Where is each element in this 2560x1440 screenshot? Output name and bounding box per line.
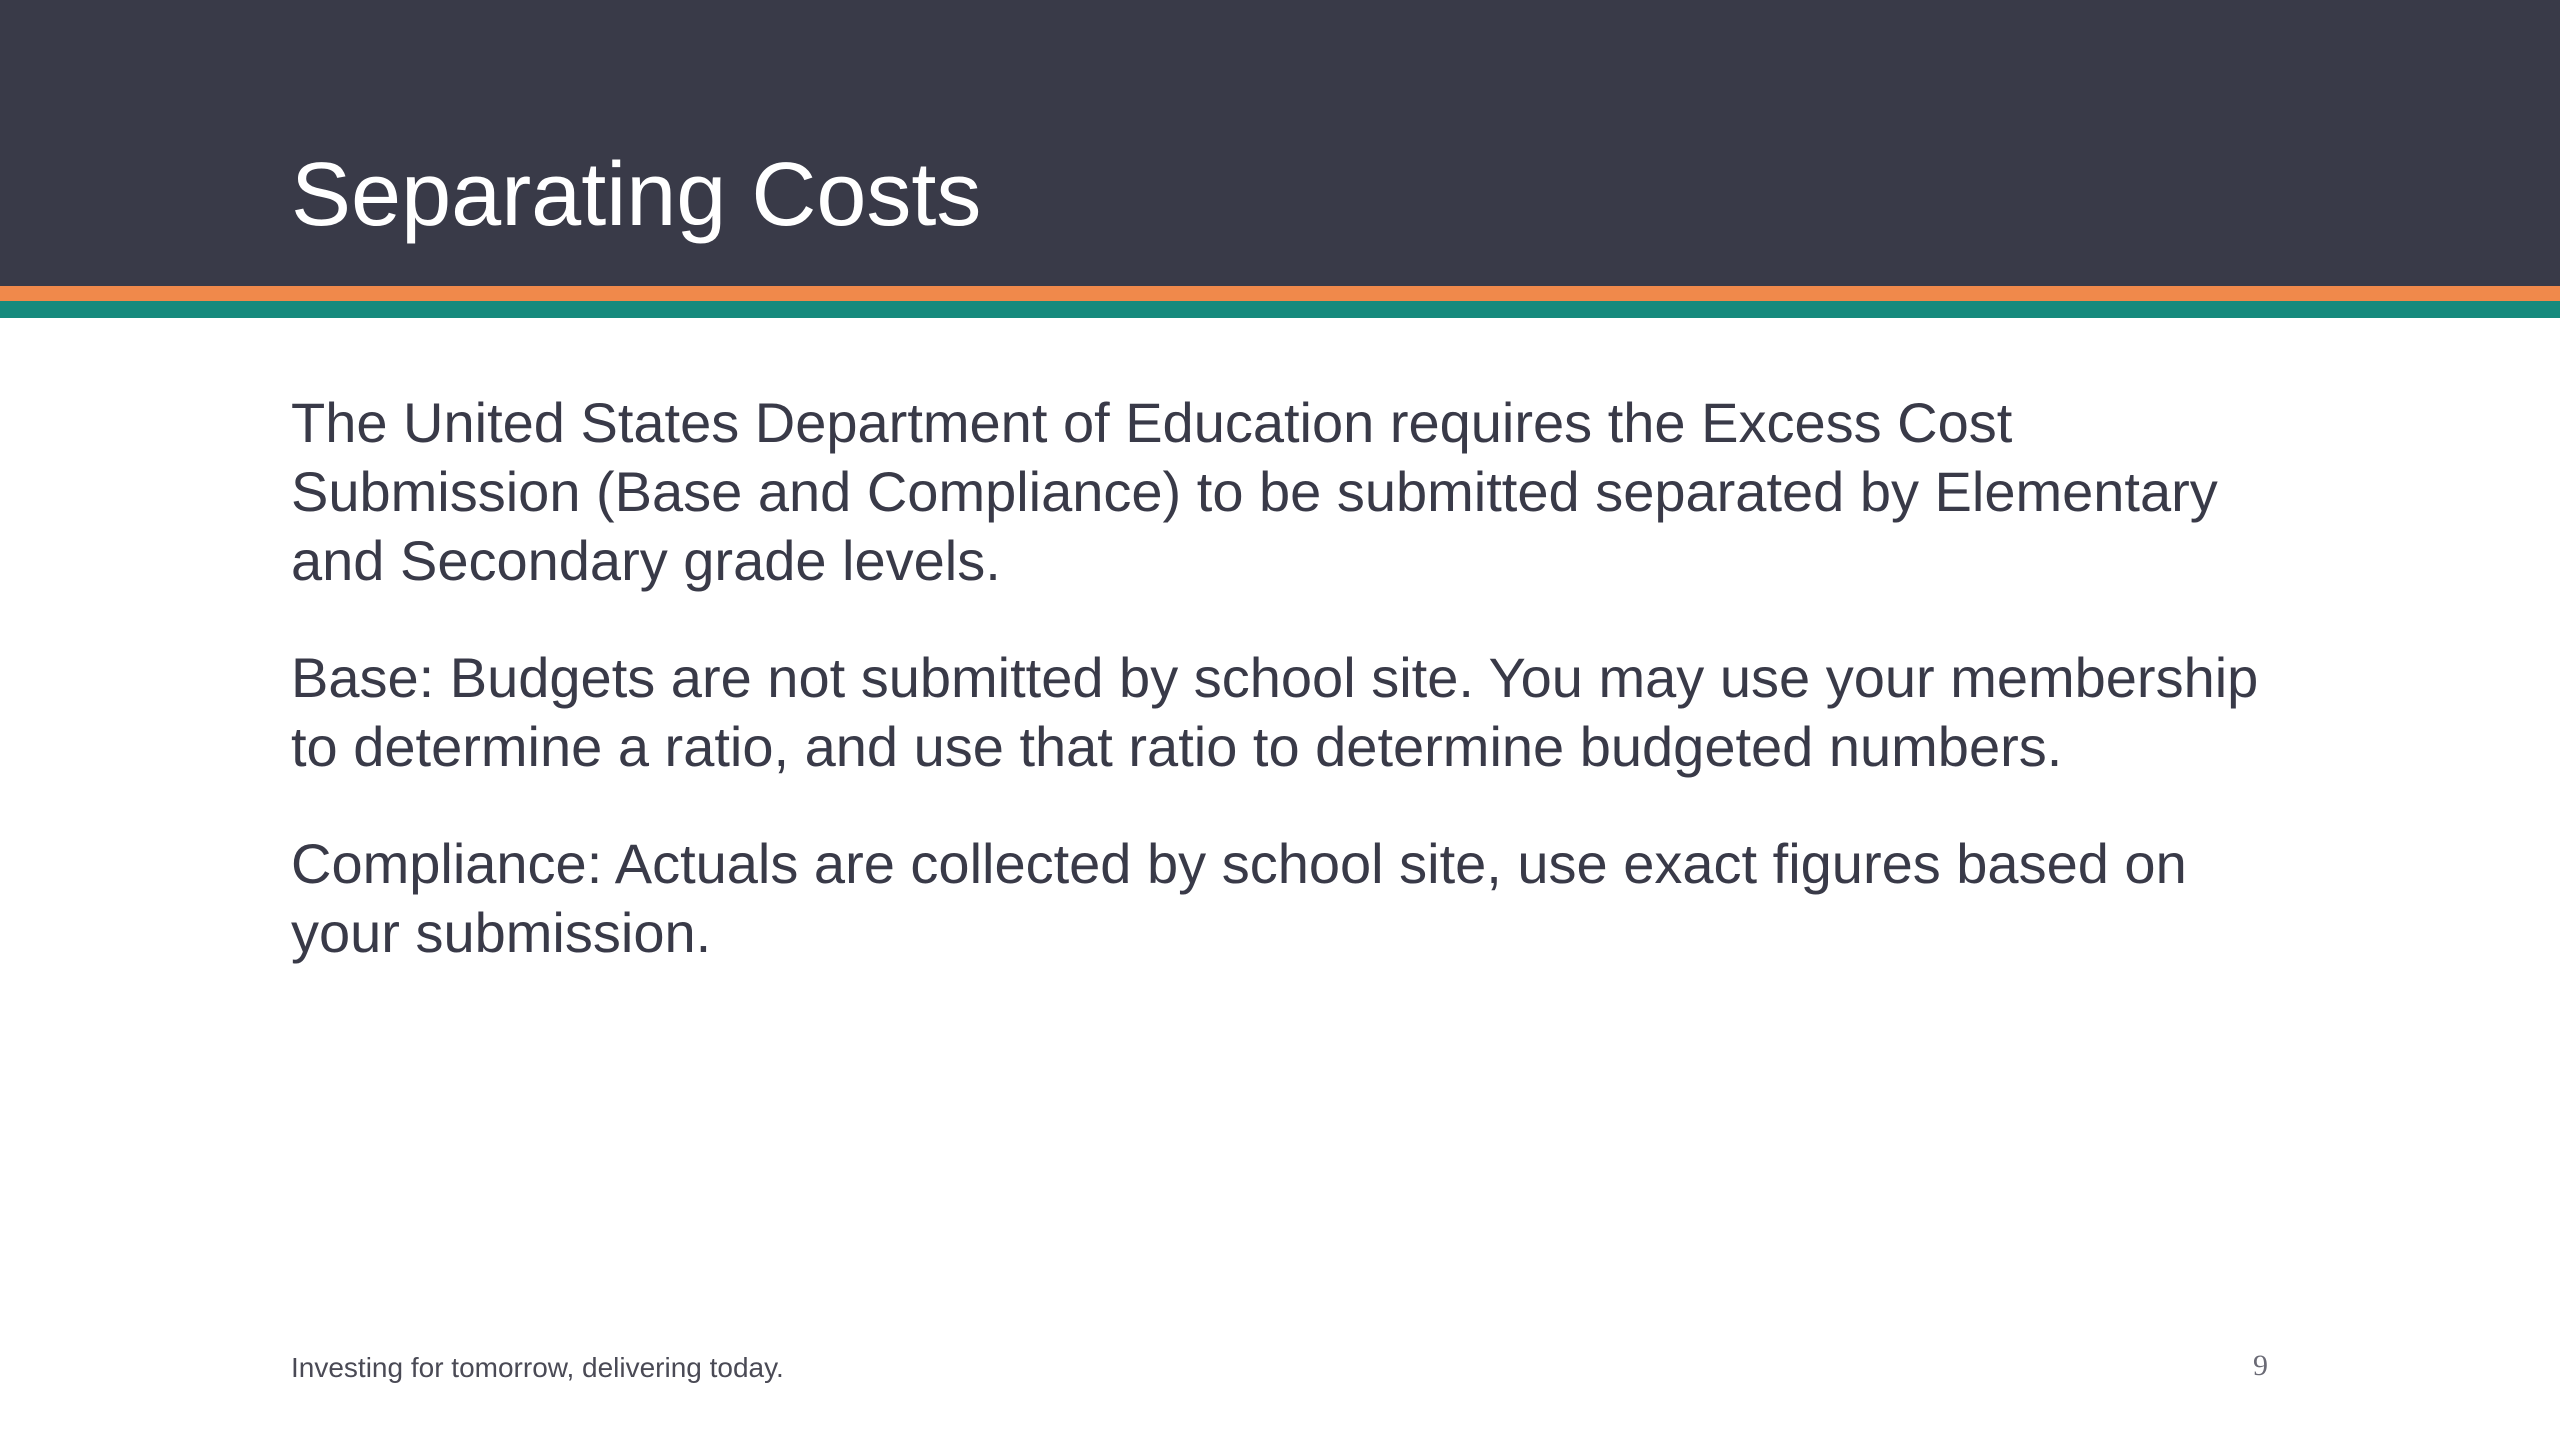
paragraph-base: Base: Budgets are not submitted by school site. You may use your membership to determine a ratio, and use that ratio to determine budgeted numbers. [291,646,2259,778]
slide-body [291,388,2311,1015]
page-number: 9 [2253,1349,2268,1382]
orange-accent-stripe [0,286,2560,301]
paragraph-requirements: The United States Department of Education requires the Excess Cost Submission (Base and Compliance) to be submitted separated by Elementary and Secondary grade levels. [291,391,2218,592]
paragraph-compliance: Compliance: Actuals are collected by school site, use exact figures based on your submission. [291,832,2187,964]
teal-accent-stripe [0,301,2560,318]
footer-tagline: Investing for tomorrow, delivering today. [291,1352,784,1383]
title-bar [0,0,2560,286]
slide-title: Separating Costs [291,145,982,245]
